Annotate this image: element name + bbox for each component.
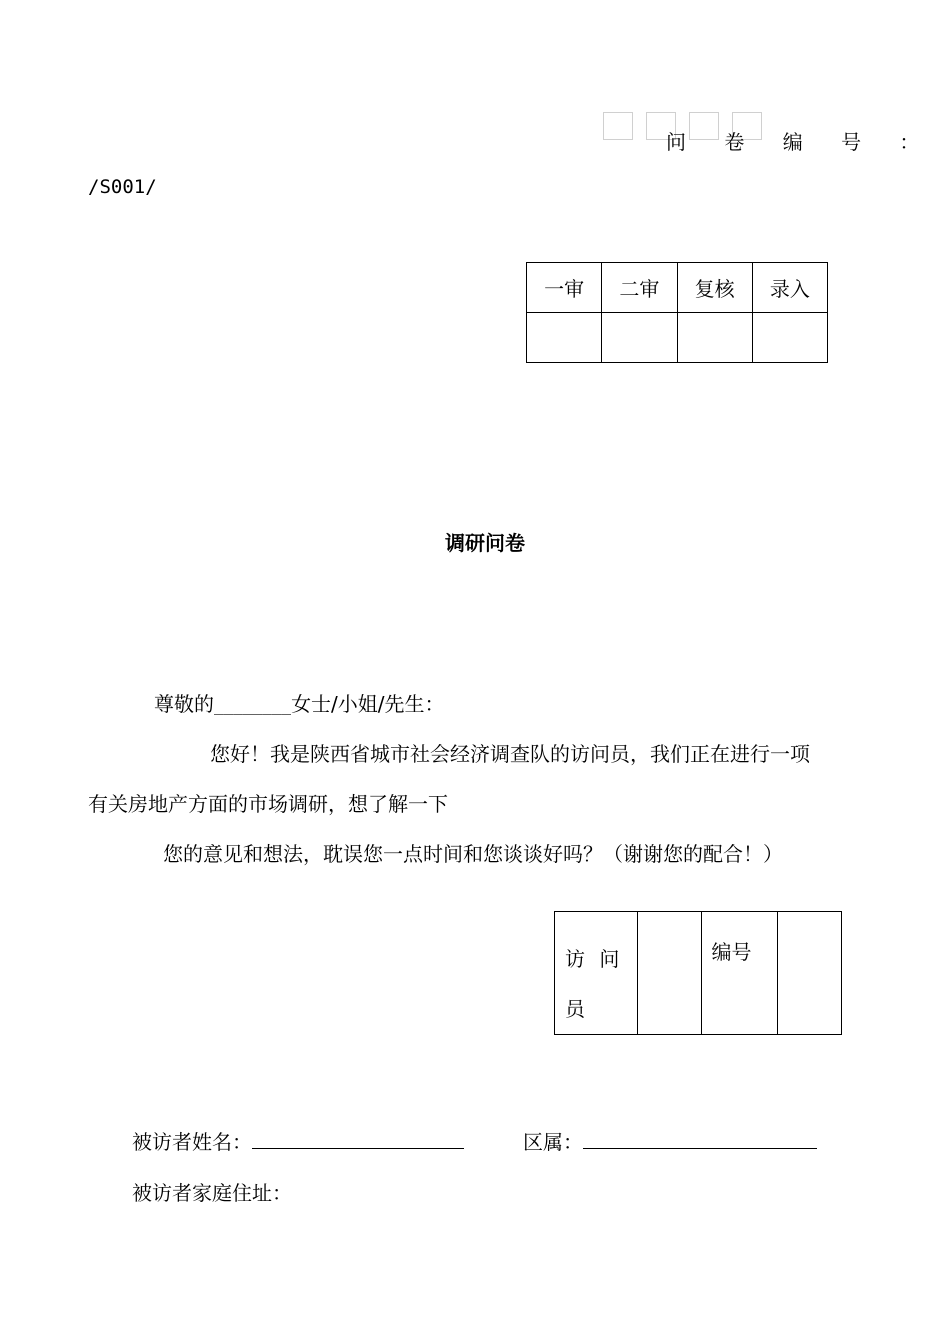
- questionnaire-number-value: /S001/: [88, 176, 157, 198]
- review-table: [526, 262, 828, 363]
- interviewer-value-cell[interactable]: [637, 912, 701, 1035]
- salutation-prefix: 尊敬的: [154, 692, 214, 716]
- page-title: 调研问卷: [445, 531, 525, 555]
- letter-line-2: 有关房地产方面的市场调研，想了解一下: [88, 792, 448, 816]
- review-cell-first[interactable]: [527, 313, 602, 363]
- address-row: [132, 1177, 292, 1206]
- district-label: 区属：: [523, 1130, 583, 1154]
- respondent-name-row: [132, 1126, 464, 1155]
- interviewer-label-cell: [555, 912, 638, 1035]
- review-cell-second[interactable]: [602, 313, 677, 363]
- district-row: [523, 1126, 817, 1155]
- interviewer-table: [554, 911, 842, 1035]
- review-cell-entry[interactable]: [752, 313, 827, 363]
- questionnaire-number-label: 问 卷 编 号 ：: [666, 130, 922, 154]
- review-col-recheck: 复核: [677, 263, 752, 313]
- interviewer-label: 访 问 员: [565, 947, 620, 1021]
- number-label-cell: [701, 912, 778, 1035]
- respondent-name-field[interactable]: [252, 1128, 464, 1149]
- number-value-cell[interactable]: [778, 912, 842, 1035]
- review-col-second: 二审: [602, 263, 677, 313]
- letter-line-3: 您的意见和想法，耽误您一点时间和您谈谈好吗？（谢谢您的配合！）: [163, 842, 783, 866]
- salutation-name-blank[interactable]: ________: [214, 696, 292, 715]
- number-label: 编号: [711, 940, 752, 964]
- review-col-first: 一审: [527, 263, 602, 313]
- respondent-name-label: 被访者姓名：: [132, 1130, 252, 1154]
- salutation: [154, 688, 445, 717]
- review-cell-recheck[interactable]: [677, 313, 752, 363]
- district-field[interactable]: [583, 1128, 817, 1149]
- header-ghost-box-1: [603, 112, 633, 140]
- letter-line-1: 您好！我是陕西省城市社会经济调查队的访问员，我们正在进行一项: [210, 742, 810, 766]
- address-label: 被访者家庭住址：: [132, 1181, 292, 1205]
- salutation-suffix: 女士/小姐/先生：: [291, 692, 445, 716]
- review-col-entry: 录入: [752, 263, 827, 313]
